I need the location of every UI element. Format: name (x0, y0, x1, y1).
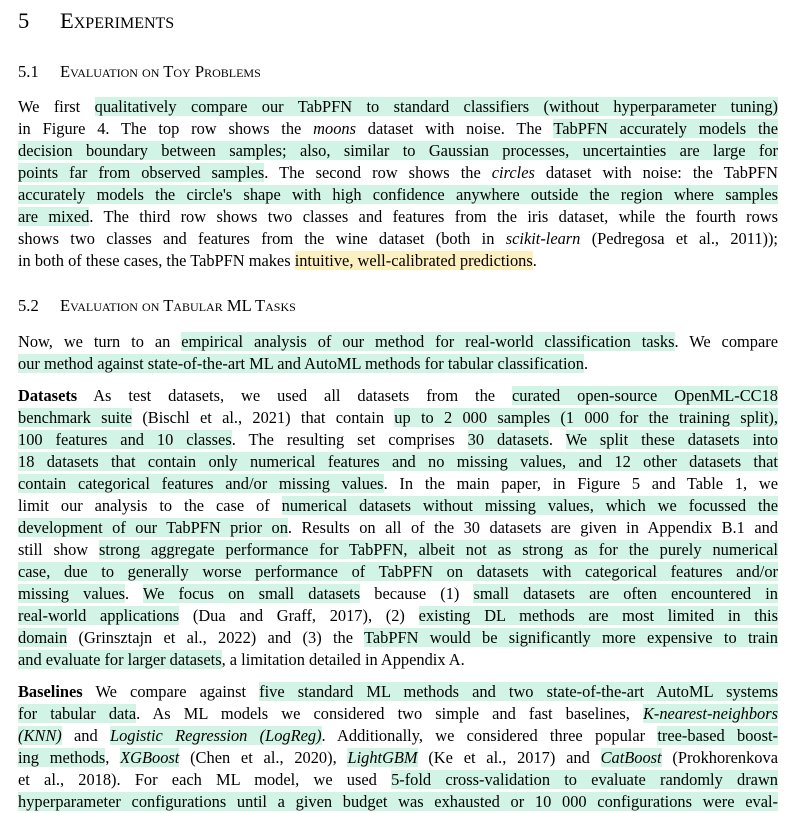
paragraph-line (18, 184, 778, 206)
paragraph-label-datasets: Datasets (18, 386, 78, 405)
highlight: small datasets are often encountered in (473, 584, 778, 603)
highlight: and evaluate for larger datasets (18, 650, 222, 669)
highlight: 18 datasets that contain only numerical features and no missing values, and 12 other datasets that (18, 452, 778, 471)
highlight: TabPFN accurately models the (553, 119, 779, 138)
highlight: are mixed (18, 207, 90, 226)
highlight: missing values (18, 584, 125, 603)
paragraph-line: and evaluate for larger datasets, a limitation detailed in Appendix A. (18, 650, 465, 669)
highlight: five standard ML methods and two state-of-the-art AutoML systems (259, 682, 778, 701)
paragraph-line: our method against state-of-the-art ML and AutoML methods for tabular classification. (18, 354, 589, 373)
paragraph-line: 100 features and 10 classes. The resulting set comprises 30 datasets. We split these datasets into (18, 430, 778, 449)
highlight: development of our TabPFN prior on (18, 518, 288, 537)
paragraph-line: et al., 2018). For each ML model, we used 5-fold cross-validation to evaluate randomly drawn (18, 770, 778, 789)
paragraph-line: shows two classes and features from the wine dataset (both in scikit-learn (Pedregosa et al., 2011)); (18, 229, 778, 248)
highlight: TabPFN would be significantly more expensive to train (364, 628, 778, 647)
highlight: 5-fold cross-validation to evaluate randomly drawn (391, 770, 778, 789)
highlight-yellow: intuitive, well-calibrated predictions (294, 251, 533, 270)
paragraph-line (18, 451, 778, 473)
subsection-title: Evaluation on Toy Problems (60, 62, 261, 81)
paragraph-line: missing values. We focus on small datasets because (1) small datasets are often encountered in (18, 584, 778, 603)
highlight: Logistic Regression (LogReg) (109, 726, 322, 745)
paragraph-line: limit our analysis to the case of numerical datasets without missing values, which we focussed the (18, 496, 778, 515)
paragraph-line: real-world applications (Dua and Graff, 2017), (2) existing DL methods are most limited in this (18, 606, 778, 625)
highlight: strong aggregate performance for TabPFN, albeit not as strong as for the purely numerical (99, 540, 778, 559)
highlight: ing methods (18, 748, 106, 767)
highlight: case, due to generally worse performance of TabPFN on datasets with categorical features and/or (18, 562, 778, 581)
paragraph-line: still show strong aggregate performance for TabPFN, albeit not as strong as for the purely numerical (18, 540, 778, 559)
highlight: accurately models the circle's shape with high confidence anywhere outside the region where samples (18, 185, 778, 204)
subsection-number: 5.1 (18, 62, 39, 81)
paragraph-line: We first qualitatively compare our TabPFN to standard classifiers (without hyperparameter tuning) (18, 97, 778, 116)
highlight: qualitatively compare our TabPFN to standard classifiers (without hyperparameter tuning) (94, 97, 778, 116)
highlight: (KNN) (18, 726, 62, 745)
highlight: We focus on small datasets (142, 584, 361, 603)
highlight: domain (18, 628, 68, 647)
paragraph-line: are mixed. The third row shows two classes and features from the iris dataset, while the fourth rows (18, 207, 778, 226)
highlight: We split these datasets into (565, 430, 778, 449)
highlight: for tabular data (18, 704, 137, 723)
section-title: Experiments (60, 8, 175, 33)
highlight: 100 features and 10 classes (18, 430, 232, 449)
paragraph-line: Baselines We compare against five standard ML methods and two state-of-the-art AutoML systems (18, 682, 778, 701)
paragraph-line (18, 140, 778, 162)
section-heading (18, 8, 174, 34)
highlight: hyperparameter configurations until a given budget was exhausted or 10 000 configurations were eval- (18, 792, 778, 811)
paragraph-line: development of our TabPFN prior on. Results on all of the 30 datasets are given in Appendix B.1 and (18, 518, 778, 537)
paragraph-label-baselines: Baselines (18, 682, 83, 701)
highlight: empirical analysis of our method for real-world classification tasks (181, 332, 675, 351)
paragraph-line: contain categorical features and/or missing values. In the main paper, in Figure 5 and Table 1, we (18, 474, 778, 493)
paragraph-line: ing methods, XGBoost (Chen et al., 2020), LightGBM (Ke et al., 2017) and CatBoost (Prokhorenkova (18, 748, 778, 767)
highlight: up to 2 000 samples (1 000 for the training split), (394, 408, 778, 427)
section-number: 5 (18, 8, 30, 33)
highlight: LightGBM (347, 748, 418, 767)
highlight: numerical datasets without missing values, which we focussed the (281, 496, 778, 515)
highlight: tree-based boost- (657, 726, 778, 745)
subsection-heading-5-2 (18, 296, 296, 316)
highlight: benchmark suite (18, 408, 133, 427)
paragraph-line: (KNN) and Logistic Regression (LogReg). Additionally, we considered three popular tree-based boost- (18, 726, 778, 745)
paragraph-line: benchmark suite (Bischl et al., 2021) that contain up to 2 000 samples (1 000 for the training split), (18, 408, 778, 427)
highlight: decision boundary between samples; also, similar to Gaussian processes, uncertainties are large for (18, 141, 778, 160)
highlight: curated open-source OpenML-CC18 (511, 386, 778, 405)
subsection-heading-5-1 (18, 62, 261, 82)
highlight: our method against state-of-the-art ML and AutoML methods for tabular classification (18, 354, 584, 373)
highlight: XGBoost (120, 748, 180, 767)
subsection-number: 5.2 (18, 296, 39, 315)
highlight: K-nearest-neighbors (642, 704, 778, 723)
highlight: existing DL methods are most limited in this (418, 606, 778, 625)
paragraph-line: points far from observed samples. The second row shows the circles dataset with noise: the TabPFN (18, 163, 778, 182)
subsection-title: Evaluation on Tabular ML Tasks (60, 296, 296, 315)
paragraph-line: in both of these cases, the TabPFN makes intuitive, well-calibrated predictions. (18, 251, 537, 270)
paragraph-line: in Figure 4. The top row shows the moons dataset with noise. The TabPFN accurately models the (18, 119, 779, 138)
highlight: real-world applications (18, 606, 180, 625)
highlight: points far from observed samples (18, 163, 265, 182)
paragraph-line: Now, we turn to an empirical analysis of our method for real-world classification tasks. We compare (18, 332, 778, 351)
paragraph-line: Datasets As test datasets, we used all datasets from the curated open-source OpenML-CC18 (18, 386, 778, 405)
paragraph-line: for tabular data. As ML models we considered two simple and fast baselines, K-nearest-neighbors (18, 704, 778, 723)
paragraph-line (18, 561, 778, 583)
highlight: 30 datasets (467, 430, 549, 449)
paragraph-line: domain (Grinsztajn et al., 2022) and (3) the TabPFN would be significantly more expensive to train (18, 628, 778, 647)
highlight: CatBoost (600, 748, 662, 767)
highlight: contain categorical features and/or missing values (18, 474, 384, 493)
